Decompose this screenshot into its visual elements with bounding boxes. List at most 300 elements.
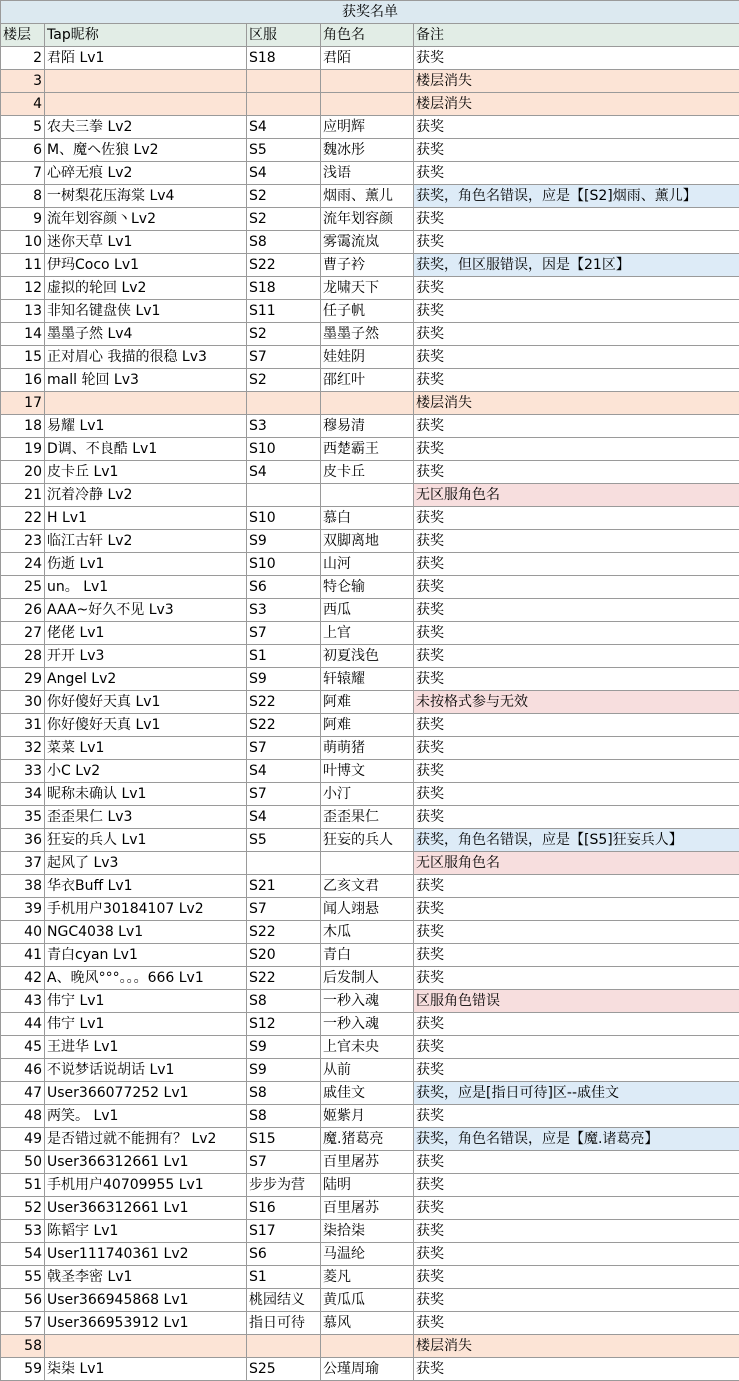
cell-nickname: 伟宁 Lv1 xyxy=(45,1013,247,1036)
cell-nickname xyxy=(45,93,247,116)
table-row xyxy=(1,622,739,645)
cell-server: S8 xyxy=(247,1105,321,1128)
cell-server: S7 xyxy=(247,898,321,921)
cell-floor: 59 xyxy=(1,1358,45,1381)
cell-note: 获奖 xyxy=(414,1289,739,1312)
cell-server: S8 xyxy=(247,990,321,1013)
cell-role: 一秒入魂 xyxy=(321,990,414,1013)
cell-server: S4 xyxy=(247,116,321,139)
cell-role: 上官未央 xyxy=(321,1036,414,1059)
cell-nickname: 昵称未确认 Lv1 xyxy=(45,783,247,806)
cell-role: 乙亥文君 xyxy=(321,875,414,898)
table-row xyxy=(1,944,739,967)
cell-server: S1 xyxy=(247,645,321,668)
cell-server: S4 xyxy=(247,760,321,783)
table-row xyxy=(1,1174,739,1197)
table-row xyxy=(1,1105,739,1128)
cell-floor: 51 xyxy=(1,1174,45,1197)
cell-role: 慕风 xyxy=(321,1312,414,1335)
cell-floor: 41 xyxy=(1,944,45,967)
cell-nickname: 你好傻好天真 Lv1 xyxy=(45,691,247,714)
cell-floor: 46 xyxy=(1,1059,45,1082)
table-row xyxy=(1,1059,739,1082)
cell-server: S15 xyxy=(247,1128,321,1151)
cell-floor: 4 xyxy=(1,93,45,116)
cell-role: 歪歪果仁 xyxy=(321,806,414,829)
cell-nickname: 非知名键盘侠 Lv1 xyxy=(45,300,247,323)
cell-note: 获奖 xyxy=(414,1105,739,1128)
cell-role: 姬紫月 xyxy=(321,1105,414,1128)
cell-role: 轩辕耀 xyxy=(321,668,414,691)
cell-server: S7 xyxy=(247,737,321,760)
cell-server: S9 xyxy=(247,1036,321,1059)
cell-role: 柒拾柒 xyxy=(321,1220,414,1243)
cell-note: 获奖 xyxy=(414,162,739,185)
cell-role: 特仑输 xyxy=(321,576,414,599)
cell-note: 获奖 xyxy=(414,783,739,806)
cell-server: S1 xyxy=(247,1266,321,1289)
cell-note: 获奖 xyxy=(414,1151,739,1174)
cell-server: S12 xyxy=(247,1013,321,1036)
cell-nickname xyxy=(45,1335,247,1358)
cell-floor: 34 xyxy=(1,783,45,806)
table-row xyxy=(1,806,739,829)
cell-server: S8 xyxy=(247,231,321,254)
cell-note: 获奖 xyxy=(414,1013,739,1036)
title-row xyxy=(1,1,739,24)
cell-role: 狂妄的兵人 xyxy=(321,829,414,852)
cell-nickname: 沉着冷静 Lv2 xyxy=(45,484,247,507)
cell-nickname: 柒柒 Lv1 xyxy=(45,1358,247,1381)
table-row xyxy=(1,576,739,599)
cell-nickname: AAA~好久不见 Lv3 xyxy=(45,599,247,622)
header-row xyxy=(1,24,739,47)
cell-server: 步步为营 xyxy=(247,1174,321,1197)
cell-note: 获奖 xyxy=(414,1220,739,1243)
cell-role: 邵红叶 xyxy=(321,369,414,392)
table-row xyxy=(1,1312,739,1335)
cell-role xyxy=(321,484,414,507)
cell-role: 阿难 xyxy=(321,691,414,714)
cell-floor: 21 xyxy=(1,484,45,507)
cell-note: 无区服角色名 xyxy=(414,484,739,507)
cell-floor: 17 xyxy=(1,392,45,415)
cell-role: 应明辉 xyxy=(321,116,414,139)
cell-server: S11 xyxy=(247,300,321,323)
cell-server: S17 xyxy=(247,1220,321,1243)
cell-server: S7 xyxy=(247,346,321,369)
cell-note: 获奖 xyxy=(414,599,739,622)
cell-floor: 5 xyxy=(1,116,45,139)
cell-server: S3 xyxy=(247,599,321,622)
table-title: 获奖名单 xyxy=(1,1,739,24)
cell-note: 获奖 xyxy=(414,139,739,162)
cell-floor: 54 xyxy=(1,1243,45,1266)
cell-nickname: 心碎无痕 Lv2 xyxy=(45,162,247,185)
table-row xyxy=(1,162,739,185)
cell-server: S18 xyxy=(247,277,321,300)
cell-floor: 31 xyxy=(1,714,45,737)
cell-floor: 25 xyxy=(1,576,45,599)
cell-role xyxy=(321,392,414,415)
cell-nickname: 华衣Buff Lv1 xyxy=(45,875,247,898)
cell-server: S4 xyxy=(247,461,321,484)
cell-role: 小汀 xyxy=(321,783,414,806)
cell-note: 获奖 xyxy=(414,1174,739,1197)
cell-role: 百里屠苏 xyxy=(321,1197,414,1220)
cell-role: 后发制人 xyxy=(321,967,414,990)
cell-floor: 56 xyxy=(1,1289,45,1312)
table-row xyxy=(1,553,739,576)
cell-floor: 47 xyxy=(1,1082,45,1105)
cell-role: 公瑾周瑜 xyxy=(321,1358,414,1381)
cell-floor: 29 xyxy=(1,668,45,691)
cell-role: 青白 xyxy=(321,944,414,967)
table-row xyxy=(1,691,739,714)
cell-server: S22 xyxy=(247,714,321,737)
table-row xyxy=(1,323,739,346)
cell-note: 获奖 xyxy=(414,921,739,944)
cell-server: S22 xyxy=(247,691,321,714)
cell-nickname: 起风了 Lv3 xyxy=(45,852,247,875)
cell-floor: 37 xyxy=(1,852,45,875)
cell-server: S6 xyxy=(247,1243,321,1266)
cell-note: 获奖 xyxy=(414,645,739,668)
cell-nickname: User366312661 Lv1 xyxy=(45,1197,247,1220)
cell-role: 萌萌猪 xyxy=(321,737,414,760)
cell-nickname: 小C Lv2 xyxy=(45,760,247,783)
cell-note: 获奖 xyxy=(414,760,739,783)
table-row xyxy=(1,898,739,921)
cell-role: 阿难 xyxy=(321,714,414,737)
table-row xyxy=(1,1266,739,1289)
cell-role: 魔.猪葛亮 xyxy=(321,1128,414,1151)
table-row xyxy=(1,967,739,990)
cell-note: 获奖 xyxy=(414,944,739,967)
cell-nickname: 两笑。 Lv1 xyxy=(45,1105,247,1128)
cell-note: 获奖，应是[指日可待]区--戚佳文 xyxy=(414,1082,739,1105)
cell-role: 陆明 xyxy=(321,1174,414,1197)
cell-nickname: 伤逝 Lv1 xyxy=(45,553,247,576)
table-row xyxy=(1,852,739,875)
cell-note: 获奖 xyxy=(414,530,739,553)
cell-role: 娃娃阴 xyxy=(321,346,414,369)
cell-floor: 11 xyxy=(1,254,45,277)
cell-server: 指日可待 xyxy=(247,1312,321,1335)
cell-floor: 58 xyxy=(1,1335,45,1358)
cell-note: 区服角色错误 xyxy=(414,990,739,1013)
cell-role: 木瓜 xyxy=(321,921,414,944)
cell-floor: 28 xyxy=(1,645,45,668)
cell-nickname: M、魔ヘ佐狼 Lv2 xyxy=(45,139,247,162)
table-row xyxy=(1,507,739,530)
table-row xyxy=(1,668,739,691)
cell-server: S8 xyxy=(247,1082,321,1105)
cell-floor: 39 xyxy=(1,898,45,921)
table-row xyxy=(1,1197,739,1220)
cell-note: 楼层消失 xyxy=(414,392,739,415)
cell-server: S5 xyxy=(247,829,321,852)
cell-note: 获奖 xyxy=(414,116,739,139)
cell-nickname: 墨墨子然 Lv4 xyxy=(45,323,247,346)
cell-note: 获奖 xyxy=(414,668,739,691)
cell-nickname: 菜菜 Lv1 xyxy=(45,737,247,760)
cell-server xyxy=(247,1335,321,1358)
cell-nickname: User366077252 Lv1 xyxy=(45,1082,247,1105)
cell-note: 楼层消失 xyxy=(414,1335,739,1358)
table-row xyxy=(1,438,739,461)
cell-floor: 43 xyxy=(1,990,45,1013)
cell-role: 菱凡 xyxy=(321,1266,414,1289)
table-row xyxy=(1,1243,739,1266)
cell-floor: 20 xyxy=(1,461,45,484)
cell-nickname: 易耀 Lv1 xyxy=(45,415,247,438)
table-row xyxy=(1,737,739,760)
table-row xyxy=(1,760,739,783)
cell-note: 获奖 xyxy=(414,1197,739,1220)
cell-floor: 13 xyxy=(1,300,45,323)
cell-role xyxy=(321,70,414,93)
cell-note: 获奖 xyxy=(414,1358,739,1381)
cell-floor: 26 xyxy=(1,599,45,622)
cell-floor: 6 xyxy=(1,139,45,162)
header-server: 区服 xyxy=(247,24,321,47)
cell-nickname: NGC4038 Lv1 xyxy=(45,921,247,944)
cell-note: 获奖 xyxy=(414,461,739,484)
table-row xyxy=(1,300,739,323)
cell-note: 获奖，但区服错误，因是【21区】 xyxy=(414,254,739,277)
cell-note: 获奖 xyxy=(414,1059,739,1082)
cell-note: 获奖 xyxy=(414,898,739,921)
cell-floor: 8 xyxy=(1,185,45,208)
cell-note: 获奖 xyxy=(414,300,739,323)
cell-floor: 40 xyxy=(1,921,45,944)
cell-server xyxy=(247,484,321,507)
cell-note: 获奖 xyxy=(414,875,739,898)
header-role: 角色名 xyxy=(321,24,414,47)
table-row xyxy=(1,415,739,438)
cell-role: 烟雨、薰儿 xyxy=(321,185,414,208)
cell-nickname: 流年划容颜丶Lv2 xyxy=(45,208,247,231)
table-row xyxy=(1,1128,739,1151)
cell-server: S2 xyxy=(247,323,321,346)
cell-note: 楼层消失 xyxy=(414,93,739,116)
cell-floor: 3 xyxy=(1,70,45,93)
table-row xyxy=(1,783,739,806)
table-row xyxy=(1,990,739,1013)
cell-server: S3 xyxy=(247,415,321,438)
cell-server: S22 xyxy=(247,967,321,990)
cell-nickname: User366945868 Lv1 xyxy=(45,1289,247,1312)
cell-note: 获奖 xyxy=(414,346,739,369)
cell-nickname: 开开 Lv3 xyxy=(45,645,247,668)
table-row xyxy=(1,875,739,898)
cell-role: 龙啸天下 xyxy=(321,277,414,300)
cell-note: 无区服角色名 xyxy=(414,852,739,875)
cell-floor: 53 xyxy=(1,1220,45,1243)
cell-role xyxy=(321,1335,414,1358)
cell-nickname: 虚拟的轮回 Lv2 xyxy=(45,277,247,300)
cell-nickname: 陈韬宇 Lv1 xyxy=(45,1220,247,1243)
cell-nickname: 手机用户40709955 Lv1 xyxy=(45,1174,247,1197)
table-row xyxy=(1,1220,739,1243)
cell-nickname: 戟圣李密 Lv1 xyxy=(45,1266,247,1289)
cell-note: 获奖 xyxy=(414,737,739,760)
cell-note: 未按格式参与无效 xyxy=(414,691,739,714)
table-row xyxy=(1,714,739,737)
cell-role: 墨墨子然 xyxy=(321,323,414,346)
cell-role: 西楚霸王 xyxy=(321,438,414,461)
cell-server: S2 xyxy=(247,208,321,231)
cell-floor: 38 xyxy=(1,875,45,898)
cell-nickname: H Lv1 xyxy=(45,507,247,530)
cell-nickname: 皮卡丘 Lv1 xyxy=(45,461,247,484)
cell-role: 戚佳文 xyxy=(321,1082,414,1105)
cell-nickname: 手机用户30184107 Lv2 xyxy=(45,898,247,921)
cell-server: S7 xyxy=(247,1151,321,1174)
cell-role: 曹子衿 xyxy=(321,254,414,277)
header-floor: 楼层 xyxy=(1,24,45,47)
cell-nickname: 王进华 Lv1 xyxy=(45,1036,247,1059)
cell-nickname: 不说梦话说胡话 Lv1 xyxy=(45,1059,247,1082)
cell-server xyxy=(247,93,321,116)
cell-note: 获奖 xyxy=(414,438,739,461)
cell-floor: 35 xyxy=(1,806,45,829)
table-row xyxy=(1,484,739,507)
cell-note: 获奖 xyxy=(414,967,739,990)
table-row xyxy=(1,1082,739,1105)
cell-server: S10 xyxy=(247,507,321,530)
table-row xyxy=(1,1013,739,1036)
cell-note: 获奖 xyxy=(414,806,739,829)
cell-nickname: A、晚风°°°。。。666 Lv1 xyxy=(45,967,247,990)
header-note: 备注 xyxy=(414,24,739,47)
cell-server: S22 xyxy=(247,921,321,944)
cell-floor: 12 xyxy=(1,277,45,300)
cell-server: S16 xyxy=(247,1197,321,1220)
cell-role: 一秒入魂 xyxy=(321,1013,414,1036)
cell-floor: 55 xyxy=(1,1266,45,1289)
cell-role: 闻人翊悬 xyxy=(321,898,414,921)
cell-floor: 22 xyxy=(1,507,45,530)
cell-note: 楼层消失 xyxy=(414,70,739,93)
cell-nickname: 君陌 Lv1 xyxy=(45,47,247,70)
cell-floor: 36 xyxy=(1,829,45,852)
cell-server: S9 xyxy=(247,530,321,553)
cell-server: S10 xyxy=(247,553,321,576)
cell-nickname: User366312661 Lv1 xyxy=(45,1151,247,1174)
cell-floor: 27 xyxy=(1,622,45,645)
table-row xyxy=(1,921,739,944)
table-row xyxy=(1,208,739,231)
cell-role: 叶博文 xyxy=(321,760,414,783)
cell-role: 魏冰彤 xyxy=(321,139,414,162)
table-row xyxy=(1,369,739,392)
cell-server: S4 xyxy=(247,806,321,829)
cell-server xyxy=(247,392,321,415)
table-row xyxy=(1,277,739,300)
table-row xyxy=(1,185,739,208)
cell-role: 雾霭流岚 xyxy=(321,231,414,254)
cell-nickname: 迷你天草 Lv1 xyxy=(45,231,247,254)
cell-role: 流年划容颜 xyxy=(321,208,414,231)
table-row xyxy=(1,1335,739,1358)
cell-floor: 10 xyxy=(1,231,45,254)
table-row xyxy=(1,392,739,415)
cell-note: 获奖 xyxy=(414,1036,739,1059)
cell-role: 皮卡丘 xyxy=(321,461,414,484)
table-row xyxy=(1,1151,739,1174)
cell-nickname: User111740361 Lv2 xyxy=(45,1243,247,1266)
cell-note: 获奖 xyxy=(414,1243,739,1266)
cell-server: S5 xyxy=(247,139,321,162)
cell-floor: 2 xyxy=(1,47,45,70)
cell-note: 获奖 xyxy=(414,507,739,530)
cell-nickname: 伟宁 Lv1 xyxy=(45,990,247,1013)
cell-nickname: 正对眉心 我描的很稳 Lv3 xyxy=(45,346,247,369)
cell-nickname: un。 Lv1 xyxy=(45,576,247,599)
table-row xyxy=(1,116,739,139)
cell-floor: 33 xyxy=(1,760,45,783)
cell-role xyxy=(321,93,414,116)
cell-floor: 44 xyxy=(1,1013,45,1036)
cell-nickname: User366953912 Lv1 xyxy=(45,1312,247,1335)
cell-server: S25 xyxy=(247,1358,321,1381)
cell-floor: 49 xyxy=(1,1128,45,1151)
cell-role: 山河 xyxy=(321,553,414,576)
cell-nickname: D调、不良酷 Lv1 xyxy=(45,438,247,461)
cell-nickname: 一树梨花压海棠 Lv4 xyxy=(45,185,247,208)
cell-server: S18 xyxy=(247,47,321,70)
cell-note: 获奖 xyxy=(414,714,739,737)
table-row xyxy=(1,461,739,484)
cell-floor: 30 xyxy=(1,691,45,714)
cell-floor: 48 xyxy=(1,1105,45,1128)
table-row xyxy=(1,47,739,70)
table-row xyxy=(1,1289,739,1312)
cell-role: 西瓜 xyxy=(321,599,414,622)
table-row xyxy=(1,231,739,254)
cell-floor: 9 xyxy=(1,208,45,231)
cell-nickname: 歪歪果仁 Lv3 xyxy=(45,806,247,829)
table-row xyxy=(1,645,739,668)
cell-server xyxy=(247,852,321,875)
table-row xyxy=(1,346,739,369)
header-nickname: Tap昵称 xyxy=(45,24,247,47)
cell-note: 获奖，角色名错误，应是【魔.诸葛亮】 xyxy=(414,1128,739,1151)
cell-floor: 18 xyxy=(1,415,45,438)
cell-role: 浅语 xyxy=(321,162,414,185)
cell-role: 从前 xyxy=(321,1059,414,1082)
cell-floor: 23 xyxy=(1,530,45,553)
cell-nickname xyxy=(45,392,247,415)
cell-note: 获奖 xyxy=(414,323,739,346)
cell-note: 获奖，角色名错误，应是【[S2]烟雨、薰儿】 xyxy=(414,185,739,208)
cell-note: 获奖 xyxy=(414,369,739,392)
cell-role: 任子帆 xyxy=(321,300,414,323)
cell-server: S4 xyxy=(247,162,321,185)
cell-nickname: mall 轮回 Lv3 xyxy=(45,369,247,392)
cell-floor: 32 xyxy=(1,737,45,760)
cell-nickname: 佬佬 Lv1 xyxy=(45,622,247,645)
cell-server: S2 xyxy=(247,185,321,208)
cell-server: 桃园结义 xyxy=(247,1289,321,1312)
cell-nickname xyxy=(45,70,247,93)
table-row xyxy=(1,530,739,553)
cell-nickname: 临江古轩 Lv2 xyxy=(45,530,247,553)
cell-nickname: 青白cyan Lv1 xyxy=(45,944,247,967)
cell-note: 获奖 xyxy=(414,47,739,70)
